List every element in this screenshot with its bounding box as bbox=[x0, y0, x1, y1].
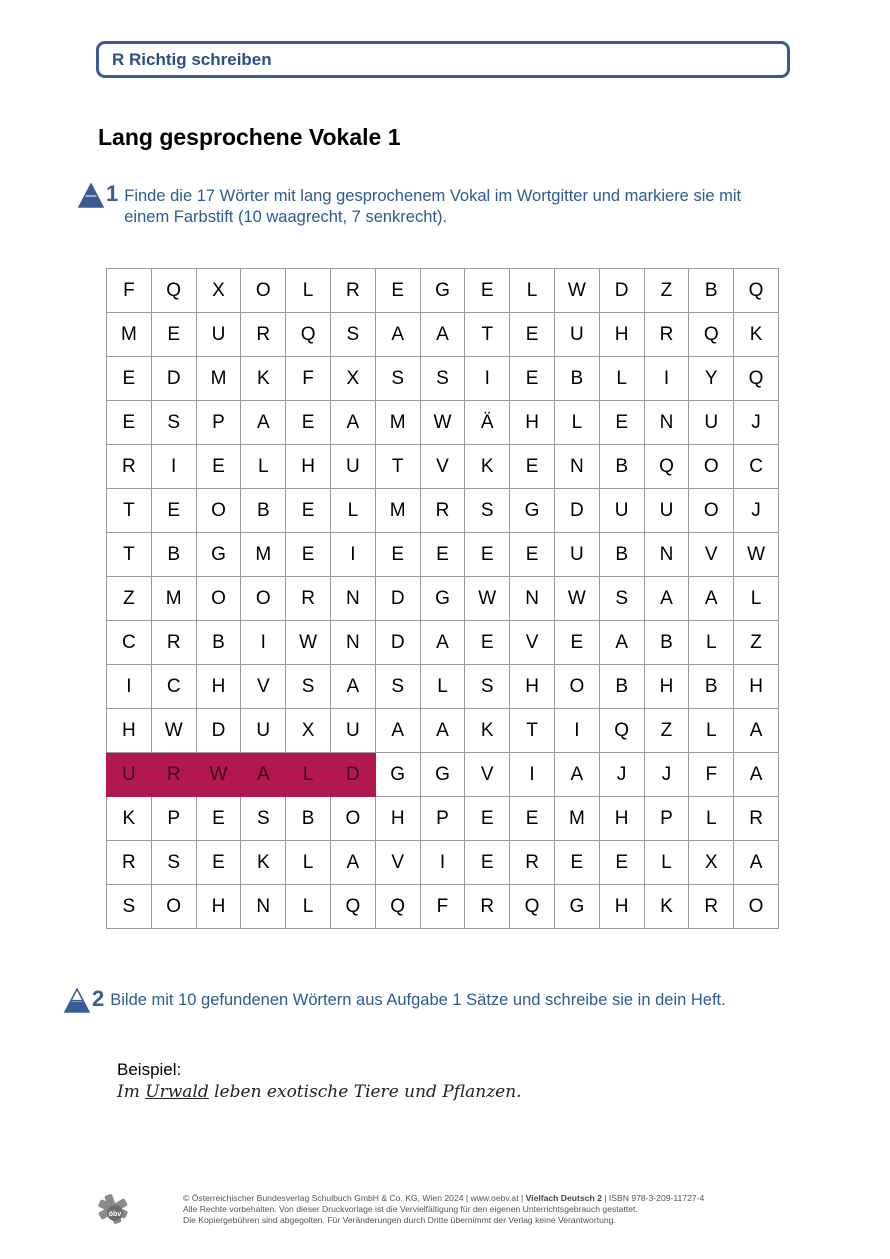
grid-cell[interactable]: P bbox=[151, 797, 196, 841]
task-number: 1 bbox=[106, 181, 119, 206]
grid-cell[interactable]: D bbox=[375, 577, 420, 621]
grid-cell[interactable]: R bbox=[734, 797, 779, 841]
grid-cell[interactable]: S bbox=[330, 313, 375, 357]
grid-cell[interactable]: Q bbox=[330, 885, 375, 929]
grid-cell[interactable]: E bbox=[196, 797, 241, 841]
grid-cell[interactable]: K bbox=[107, 797, 152, 841]
grid-cell[interactable]: O bbox=[689, 445, 734, 489]
logo-text: öbv bbox=[108, 1211, 122, 1218]
grid-cell[interactable]: A bbox=[330, 401, 375, 445]
example-text-before: Im bbox=[117, 1082, 146, 1102]
grid-cell[interactable]: W bbox=[420, 401, 465, 445]
task-number: 2 bbox=[92, 986, 105, 1011]
grid-cell[interactable]: Q bbox=[375, 885, 420, 929]
grid-row bbox=[107, 621, 779, 665]
grid-cell[interactable]: R bbox=[107, 841, 152, 885]
grid-cell[interactable]: H bbox=[510, 665, 555, 709]
grid-cell[interactable]: W bbox=[151, 709, 196, 753]
grid-row bbox=[107, 709, 779, 753]
grid-cell[interactable]: S bbox=[241, 797, 286, 841]
grid-cell[interactable]: L bbox=[286, 841, 331, 885]
grid-cell[interactable]: X bbox=[286, 709, 331, 753]
grid-cell[interactable]: T bbox=[107, 533, 152, 577]
grid-cell[interactable]: K bbox=[241, 841, 286, 885]
grid-cell[interactable]: N bbox=[330, 621, 375, 665]
grid-cell[interactable]: Ä bbox=[465, 401, 510, 445]
grid-cell[interactable]: H bbox=[599, 313, 644, 357]
grid-row bbox=[107, 885, 779, 929]
grid-cell[interactable]: L bbox=[286, 885, 331, 929]
grid-row bbox=[107, 533, 779, 577]
grid-cell[interactable]: V bbox=[465, 753, 510, 797]
grid-cell[interactable]: K bbox=[241, 357, 286, 401]
grid-cell[interactable]: R bbox=[151, 621, 196, 665]
grid-cell[interactable]: D bbox=[599, 269, 644, 313]
grid-cell[interactable]: D bbox=[330, 753, 375, 797]
grid-cell[interactable]: U bbox=[330, 445, 375, 489]
grid-cell[interactable]: D bbox=[151, 357, 196, 401]
grid-cell[interactable]: L bbox=[689, 797, 734, 841]
grid-cell[interactable]: S bbox=[286, 665, 331, 709]
grid-cell[interactable]: I bbox=[465, 357, 510, 401]
grid-cell[interactable]: F bbox=[689, 753, 734, 797]
grid-cell[interactable]: I bbox=[510, 753, 555, 797]
grid-cell[interactable]: L bbox=[689, 621, 734, 665]
grid-cell[interactable]: A bbox=[599, 621, 644, 665]
grid-cell[interactable]: N bbox=[644, 401, 689, 445]
difficulty-pyramid-icon bbox=[78, 183, 104, 209]
grid-row bbox=[107, 445, 779, 489]
grid-cell[interactable]: B bbox=[689, 665, 734, 709]
grid-cell[interactable]: L bbox=[286, 753, 331, 797]
grid-cell[interactable]: E bbox=[420, 533, 465, 577]
grid-cell[interactable]: W bbox=[465, 577, 510, 621]
grid-cell[interactable]: L bbox=[554, 401, 599, 445]
grid-cell[interactable]: B bbox=[644, 621, 689, 665]
grid-cell[interactable]: M bbox=[375, 489, 420, 533]
grid-cell[interactable]: A bbox=[420, 621, 465, 665]
grid-cell[interactable]: G bbox=[510, 489, 555, 533]
grid-cell[interactable]: G bbox=[375, 753, 420, 797]
grid-cell[interactable]: A bbox=[734, 841, 779, 885]
grid-cell[interactable]: A bbox=[420, 709, 465, 753]
grid-cell[interactable]: E bbox=[510, 797, 555, 841]
grid-cell[interactable]: R bbox=[465, 885, 510, 929]
word-search-grid bbox=[106, 268, 779, 929]
grid-cell[interactable]: L bbox=[734, 577, 779, 621]
grid-row bbox=[107, 797, 779, 841]
grid-cell[interactable]: X bbox=[330, 357, 375, 401]
grid-cell[interactable]: K bbox=[465, 445, 510, 489]
example-label: Beispiel: bbox=[117, 1060, 182, 1079]
grid-cell[interactable]: O bbox=[734, 885, 779, 929]
grid-cell[interactable]: G bbox=[420, 577, 465, 621]
grid-cell[interactable]: K bbox=[644, 885, 689, 929]
grid-cell[interactable]: P bbox=[420, 797, 465, 841]
page-title: Lang gesprochene Vokale 1 bbox=[98, 124, 401, 150]
grid-cell[interactable]: S bbox=[107, 885, 152, 929]
grid-cell[interactable]: E bbox=[196, 445, 241, 489]
grid-cell[interactable]: U bbox=[644, 489, 689, 533]
grid-cell[interactable]: G bbox=[420, 753, 465, 797]
grid-cell[interactable]: X bbox=[689, 841, 734, 885]
grid-cell[interactable]: N bbox=[644, 533, 689, 577]
grid-cell[interactable]: Y bbox=[689, 357, 734, 401]
task-instruction: Bilde mit 10 gefundenen Wörtern aus Aufgabe 1 Sätze und schreibe sie in dein Heft. bbox=[110, 991, 726, 1009]
grid-cell[interactable]: Q bbox=[510, 885, 555, 929]
grid-cell[interactable]: A bbox=[554, 753, 599, 797]
grid-cell[interactable]: P bbox=[644, 797, 689, 841]
grid-cell[interactable]: O bbox=[196, 577, 241, 621]
grid-cell[interactable]: A bbox=[330, 841, 375, 885]
grid-cell[interactable]: B bbox=[151, 533, 196, 577]
grid-cell[interactable]: E bbox=[510, 313, 555, 357]
grid-cell[interactable]: R bbox=[241, 313, 286, 357]
grid-cell[interactable]: A bbox=[644, 577, 689, 621]
grid-cell[interactable]: E bbox=[196, 841, 241, 885]
grid-cell[interactable]: O bbox=[196, 489, 241, 533]
grid-cell[interactable]: H bbox=[599, 797, 644, 841]
grid-row bbox=[107, 841, 779, 885]
grid-cell[interactable]: E bbox=[375, 269, 420, 313]
grid-cell[interactable]: S bbox=[599, 577, 644, 621]
footer-copyright bbox=[183, 1193, 704, 1226]
section-header bbox=[96, 41, 790, 78]
grid-cell[interactable]: M bbox=[554, 797, 599, 841]
grid-cell[interactable]: U bbox=[689, 401, 734, 445]
grid-cell[interactable]: R bbox=[286, 577, 331, 621]
grid-cell[interactable]: P bbox=[196, 401, 241, 445]
grid-cell[interactable]: T bbox=[510, 709, 555, 753]
grid-row bbox=[107, 357, 779, 401]
grid-cell[interactable]: W bbox=[196, 753, 241, 797]
grid-cell[interactable]: D bbox=[375, 621, 420, 665]
grid-cell[interactable]: H bbox=[510, 401, 555, 445]
grid-cell[interactable]: U bbox=[241, 709, 286, 753]
grid-cell[interactable]: A bbox=[241, 753, 286, 797]
grid-cell[interactable]: H bbox=[734, 665, 779, 709]
grid-cell[interactable]: I bbox=[107, 665, 152, 709]
grid-cell[interactable]: M bbox=[375, 401, 420, 445]
difficulty-pyramid-icon bbox=[64, 988, 90, 1014]
grid-cell[interactable]: I bbox=[420, 841, 465, 885]
grid-cell[interactable]: F bbox=[107, 269, 152, 313]
grid-cell[interactable]: Z bbox=[107, 577, 152, 621]
grid-cell[interactable]: E bbox=[375, 533, 420, 577]
grid-cell[interactable]: G bbox=[196, 533, 241, 577]
grid-cell[interactable]: A bbox=[734, 709, 779, 753]
grid-row bbox=[107, 489, 779, 533]
grid-cell[interactable]: R bbox=[689, 885, 734, 929]
grid-cell[interactable]: Q bbox=[599, 709, 644, 753]
grid-cell[interactable]: Z bbox=[734, 621, 779, 665]
grid-cell[interactable]: H bbox=[286, 445, 331, 489]
grid-cell[interactable]: O bbox=[554, 665, 599, 709]
grid-cell[interactable]: O bbox=[241, 577, 286, 621]
grid-cell[interactable]: E bbox=[554, 621, 599, 665]
grid-cell[interactable]: K bbox=[734, 313, 779, 357]
grid-cell[interactable]: I bbox=[241, 621, 286, 665]
grid-cell[interactable]: S bbox=[465, 665, 510, 709]
grid-cell[interactable]: Q bbox=[286, 313, 331, 357]
grid-cell[interactable]: L bbox=[420, 665, 465, 709]
grid-cell[interactable]: L bbox=[689, 709, 734, 753]
grid-cell[interactable]: J bbox=[734, 489, 779, 533]
grid-cell[interactable]: Q bbox=[644, 445, 689, 489]
grid-cell[interactable]: E bbox=[151, 489, 196, 533]
grid-cell[interactable]: E bbox=[599, 401, 644, 445]
grid-cell[interactable]: H bbox=[107, 709, 152, 753]
grid-cell[interactable]: Z bbox=[644, 709, 689, 753]
example-sentence bbox=[117, 1082, 522, 1102]
section-header-label: R Richtig schreiben bbox=[112, 49, 272, 69]
grid-cell[interactable]: S bbox=[375, 665, 420, 709]
grid-cell[interactable]: V bbox=[420, 445, 465, 489]
grid-cell[interactable]: W bbox=[554, 269, 599, 313]
grid-cell[interactable]: U bbox=[196, 313, 241, 357]
grid-cell[interactable]: H bbox=[599, 885, 644, 929]
grid-cell[interactable]: E bbox=[286, 533, 331, 577]
grid-cell[interactable]: U bbox=[107, 753, 152, 797]
grid-cell[interactable]: O bbox=[330, 797, 375, 841]
grid-cell[interactable]: E bbox=[465, 533, 510, 577]
grid-cell[interactable]: E bbox=[286, 489, 331, 533]
grid-cell[interactable]: R bbox=[330, 269, 375, 313]
grid-cell[interactable]: M bbox=[151, 577, 196, 621]
grid-cell[interactable]: B bbox=[689, 269, 734, 313]
example-underlined-word: Urwald bbox=[145, 1082, 209, 1102]
grid-cell[interactable]: A bbox=[375, 709, 420, 753]
footer-line-1 bbox=[183, 1193, 704, 1204]
grid-cell[interactable]: H bbox=[196, 885, 241, 929]
footer-line-3: Die Kopiergebühren sind abgegolten. Für Veränderungen durch Dritte übernimmt der Verlag keine Verantwortung. bbox=[183, 1215, 616, 1225]
grid-cell[interactable]: N bbox=[330, 577, 375, 621]
grid-cell[interactable]: U bbox=[599, 489, 644, 533]
grid-cell[interactable]: C bbox=[734, 445, 779, 489]
grid-cell[interactable]: L bbox=[599, 357, 644, 401]
publisher-logo-icon bbox=[96, 1192, 130, 1226]
grid-cell[interactable]: V bbox=[689, 533, 734, 577]
grid-cell[interactable]: R bbox=[151, 753, 196, 797]
grid-cell[interactable]: E bbox=[510, 357, 555, 401]
grid-cell[interactable]: B bbox=[196, 621, 241, 665]
footer-line-2: Alle Rechte vorbehalten. Von dieser Druckvorlage ist die Vervielfältigung für den eigenen Unterrichtsgebrauch gestattet. bbox=[183, 1204, 638, 1214]
grid-cell[interactable]: G bbox=[420, 269, 465, 313]
grid-cell[interactable]: B bbox=[599, 445, 644, 489]
grid-cell[interactable]: W bbox=[286, 621, 331, 665]
grid-cell[interactable]: X bbox=[196, 269, 241, 313]
grid-cell[interactable]: B bbox=[241, 489, 286, 533]
grid-cell[interactable]: Q bbox=[734, 269, 779, 313]
grid-cell[interactable]: A bbox=[241, 401, 286, 445]
grid-cell[interactable]: M bbox=[241, 533, 286, 577]
grid-cell[interactable]: H bbox=[375, 797, 420, 841]
grid-cell[interactable]: O bbox=[241, 269, 286, 313]
grid-cell[interactable]: E bbox=[599, 841, 644, 885]
grid-cell[interactable]: E bbox=[107, 357, 152, 401]
grid-cell[interactable]: U bbox=[554, 313, 599, 357]
grid-cell[interactable]: G bbox=[554, 885, 599, 929]
grid-cell[interactable]: S bbox=[375, 357, 420, 401]
grid-cell[interactable]: B bbox=[286, 797, 331, 841]
grid-cell[interactable]: F bbox=[286, 357, 331, 401]
grid-cell[interactable]: S bbox=[151, 841, 196, 885]
grid-cell[interactable]: N bbox=[510, 577, 555, 621]
footer-isbn: | ISBN 978-3-209-11727-4 bbox=[601, 1193, 705, 1203]
grid-cell[interactable]: A bbox=[375, 313, 420, 357]
grid-cell[interactable]: K bbox=[465, 709, 510, 753]
grid-cell[interactable]: T bbox=[375, 445, 420, 489]
grid-cell[interactable]: E bbox=[107, 401, 152, 445]
grid-cell[interactable]: R bbox=[420, 489, 465, 533]
grid-cell[interactable]: V bbox=[375, 841, 420, 885]
grid-cell[interactable]: C bbox=[151, 665, 196, 709]
grid-cell[interactable]: O bbox=[151, 885, 196, 929]
task-instruction: Finde die 17 Wörter mit lang gesprochenem Vokal im Wortgitter und markiere sie mit einem Farbstift (10 waagrecht, 7 senkrecht). bbox=[124, 187, 742, 226]
grid-cell[interactable]: W bbox=[554, 577, 599, 621]
grid-cell[interactable]: S bbox=[465, 489, 510, 533]
grid-cell[interactable]: D bbox=[554, 489, 599, 533]
grid-cell[interactable]: S bbox=[420, 357, 465, 401]
grid-cell[interactable]: U bbox=[554, 533, 599, 577]
grid-cell[interactable]: E bbox=[510, 533, 555, 577]
grid-row bbox=[107, 665, 779, 709]
grid-cell[interactable]: V bbox=[241, 665, 286, 709]
grid-cell[interactable]: A bbox=[330, 665, 375, 709]
grid-cell[interactable]: F bbox=[420, 885, 465, 929]
grid-cell[interactable]: I bbox=[554, 709, 599, 753]
grid-cell[interactable]: T bbox=[107, 489, 152, 533]
grid-cell[interactable]: E bbox=[286, 401, 331, 445]
grid-cell[interactable]: I bbox=[644, 357, 689, 401]
grid-cell[interactable]: R bbox=[644, 313, 689, 357]
grid-cell[interactable]: A bbox=[420, 313, 465, 357]
grid-cell[interactable]: S bbox=[151, 401, 196, 445]
grid-cell[interactable]: Q bbox=[689, 313, 734, 357]
grid-cell[interactable]: V bbox=[510, 621, 555, 665]
grid-cell[interactable]: M bbox=[107, 313, 152, 357]
grid-cell[interactable]: C bbox=[107, 621, 152, 665]
footer-copyright-text: © Österreichischer Bundesverlag Schulbuch GmbH & Co. KG, Wien 2024 | www.oebv.at | bbox=[183, 1193, 526, 1203]
grid-cell[interactable]: J bbox=[644, 753, 689, 797]
grid-cell[interactable]: L bbox=[286, 269, 331, 313]
grid-cell[interactable]: L bbox=[644, 841, 689, 885]
grid-cell[interactable]: A bbox=[689, 577, 734, 621]
grid-cell[interactable]: R bbox=[510, 841, 555, 885]
grid-cell[interactable]: Q bbox=[151, 269, 196, 313]
grid-cell[interactable]: Z bbox=[644, 269, 689, 313]
grid-cell[interactable]: E bbox=[510, 445, 555, 489]
grid-cell[interactable]: B bbox=[554, 357, 599, 401]
grid-cell[interactable]: T bbox=[465, 313, 510, 357]
grid-cell[interactable]: L bbox=[241, 445, 286, 489]
grid-cell[interactable]: E bbox=[554, 841, 599, 885]
grid-row bbox=[107, 577, 779, 621]
grid-cell[interactable]: E bbox=[465, 841, 510, 885]
grid-cell[interactable]: H bbox=[644, 665, 689, 709]
grid-cell[interactable]: L bbox=[330, 489, 375, 533]
grid-cell[interactable]: A bbox=[734, 753, 779, 797]
footer-book-title: Vielfach Deutsch 2 bbox=[525, 1193, 602, 1203]
grid-cell[interactable]: B bbox=[599, 665, 644, 709]
grid-cell[interactable]: Q bbox=[734, 357, 779, 401]
grid-row bbox=[107, 269, 779, 313]
grid-cell[interactable]: U bbox=[330, 709, 375, 753]
grid-row bbox=[107, 401, 779, 445]
grid-cell[interactable]: E bbox=[465, 621, 510, 665]
grid-cell[interactable]: L bbox=[510, 269, 555, 313]
grid-cell[interactable]: N bbox=[554, 445, 599, 489]
grid-cell[interactable]: O bbox=[689, 489, 734, 533]
grid-row bbox=[107, 753, 779, 797]
grid-cell[interactable]: I bbox=[151, 445, 196, 489]
grid-cell[interactable]: J bbox=[599, 753, 644, 797]
grid-cell[interactable]: I bbox=[330, 533, 375, 577]
grid-cell[interactable]: H bbox=[196, 665, 241, 709]
grid-cell[interactable]: E bbox=[465, 269, 510, 313]
grid-cell[interactable]: M bbox=[196, 357, 241, 401]
example-text-after: leben exotische Tiere und Pflanzen. bbox=[208, 1082, 522, 1102]
grid-row bbox=[107, 313, 779, 357]
grid-cell[interactable]: E bbox=[465, 797, 510, 841]
grid-cell[interactable]: J bbox=[734, 401, 779, 445]
task-1 bbox=[78, 183, 774, 228]
grid-cell[interactable]: R bbox=[107, 445, 152, 489]
task-2 bbox=[64, 988, 750, 1014]
grid-cell[interactable]: D bbox=[196, 709, 241, 753]
grid-cell[interactable]: E bbox=[151, 313, 196, 357]
grid-cell[interactable]: N bbox=[241, 885, 286, 929]
grid-cell[interactable]: W bbox=[734, 533, 779, 577]
grid-cell[interactable]: B bbox=[599, 533, 644, 577]
